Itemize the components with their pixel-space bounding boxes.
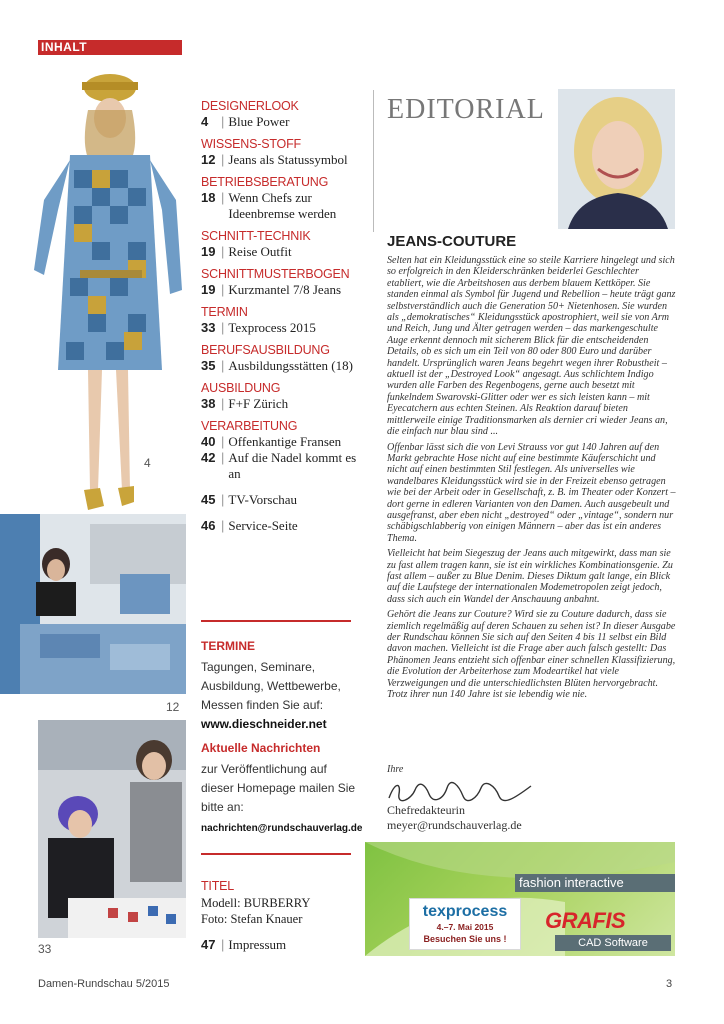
separator: |	[221, 320, 225, 335]
toc-section-heading: VERARBEITUNG	[201, 419, 298, 433]
toc-entry-title: Offenkantige Fransen	[228, 434, 342, 449]
toc-section-heading: WISSENS-STOFF	[201, 137, 301, 151]
section-header-inhalt: INHALT	[38, 40, 182, 55]
termine-block	[201, 638, 361, 837]
toc-entry[interactable]	[201, 434, 361, 450]
toc-page-number: 4	[201, 114, 209, 129]
news-text-line: dieser Homepage mailen Sie	[201, 781, 356, 795]
toc-section	[201, 98, 361, 130]
news-email-link[interactable]: nachrichten@rundschauverlag.de	[201, 823, 363, 834]
toc-page-number: 42	[201, 450, 216, 465]
divider	[373, 90, 374, 232]
grafis-logo: GRAFIS	[545, 908, 626, 933]
toc-section-heading: SCHNITTMUSTERBOGEN	[201, 267, 350, 281]
editorial-body	[387, 255, 677, 704]
toc-entry[interactable]	[201, 282, 361, 298]
toc-entry[interactable]	[201, 320, 361, 336]
separator: |	[221, 518, 225, 533]
termine-text-line: Messen finden Sie auf:	[201, 698, 324, 712]
toc-entry-title: Impressum	[228, 937, 287, 952]
cover-model-photo	[30, 70, 186, 550]
toc-section-heading: SCHNITT-TECHNIK	[201, 229, 311, 243]
toc-section	[201, 136, 361, 168]
toc-entry-title: Auf die Nadel kommt es an	[228, 450, 357, 481]
toc-section-heading: AUSBILDUNG	[201, 381, 281, 395]
toc-entry[interactable]	[201, 244, 361, 260]
toc-section	[201, 380, 361, 412]
toc-entry[interactable]	[201, 358, 361, 374]
editorial-paragraph: Offenbar lässt sich die von Levi Strauss vor gut 140 Jahren auf den Markt gebrachte Hose nicht auf eine bestimmte Käuferschicht und nicht auf einen bestimmten Stil festlegen. Als universelles wie wandelbares Kleidungsstück wird sie in der Freizeit ebenso getragen wie bei der Arbeit oder in Gesellschaft, z. B. im Theater oder Konzert – dort gerne in edleren Varianten von den Damen. Auch ausgebeult und ausgefranst, aber eben nicht „destroyed“ oder „vintage“, sondern nur schäbigschlabberig von einigen Männern – aber das ist ein anderes Thema.	[387, 441, 676, 544]
ad-brand: texprocess	[422, 903, 508, 920]
titel-model: Modell: BURBERRY	[201, 896, 311, 910]
editor-portrait	[558, 89, 675, 229]
editorial-paragraph: Selten hat ein Kleidungsstück eine so steile Karriere hingelegt und sich so erfolgreich in den Kleiderschränken beiderlei Geschlechter etabliert, wie die Arbeitshosen aus derbem blauem Kettköper. Sie standen einmal als Symbol für Jugend und Rebellion – heute trägt ganz selbstverständlich auch die Generation 50+ Nietenhosen. Sie wurden als „demokratisches“ Kleidungsstück apostrophiert, weil sie von Arm und Reich, Jung und Älter getragen werden – das markengeschulte Auge erkennt dennoch mit sicherem Blick für die entscheidenden Details, ob es sich um ein Teil von 80 oder 800 Euro und darüber handelt. Ursprünglich waren Jeans begehrt wegen ihrer Robustheit – aktuell ist der „Destroyed Look“ angesagt. Aus schlichtem Indigo wurden alle Farben des Regenbogens, gerne auch besetzt mit funkelndem Swarovski-Glitter oder wer es sich leisten kann – mit Eyecatchern aus echten Steinen. Als Reaktion darauf bieten mittlerweile einige Traditionsmarken als dernier cri wieder Jeans an, die einfach nur blau sind ...	[387, 255, 676, 438]
titel-block	[201, 878, 361, 953]
divider	[201, 853, 351, 855]
toc-entry-title: TV-Vorschau	[228, 492, 297, 507]
toc-page-number: 38	[201, 396, 216, 411]
toc-entry[interactable]	[201, 190, 361, 222]
termine-text-line: Ausbildung, Wettbewerbe,	[201, 679, 341, 693]
toc-entry-title: Kurzmantel 7/8 Jeans	[228, 282, 342, 297]
signoff: Ihre	[387, 764, 404, 775]
toc-page-number: 18	[201, 190, 216, 205]
toc-section	[201, 228, 361, 260]
toc-section-heading: BERUFSAUSBILDUNG	[201, 343, 330, 357]
separator: |	[221, 937, 225, 952]
photo-page-number: 4	[144, 456, 151, 470]
toc-section-heading: BETRIEBSBERATUNG	[201, 175, 329, 189]
news-text-line: bitte an:	[201, 800, 244, 814]
toc-section-heading: TERMIN	[201, 305, 248, 319]
toc-entry[interactable]	[201, 492, 361, 508]
editorial-title: EDITORIAL	[387, 94, 545, 125]
toc-entry-title: Blue Power	[228, 114, 290, 129]
divider	[201, 620, 351, 622]
toc-page-number: 46	[201, 518, 216, 533]
toc-page-number: 12	[201, 152, 216, 167]
toc-section	[201, 304, 361, 336]
toc-entry[interactable]	[201, 396, 361, 412]
toc-section	[201, 418, 361, 482]
toc-page-number: 33	[201, 320, 216, 335]
ad-date: 4.–7. Mai 2015	[436, 922, 494, 932]
editorial-paragraph: Vielleicht hat beim Siegeszug der Jeans auch mitgewirkt, dass man sie zu fast allem tragen kann, sie ist ein wirkliches Kombinationsgenie. Zu fast allem – außer zu Blue Denim. Dieses Diktum galt lange, ein Blick auf die Laufstege der internationalen Modemetropolen zeigt jedoch, dass sich auch ein Wandel der Anschauung anbahnt.	[387, 548, 673, 605]
table-of-contents	[201, 98, 361, 534]
toc-entry-title: Service-Seite	[228, 518, 298, 533]
editorial-paragraph: Gehört die Jeans zur Couture? Wird sie zu Couture dadurch, dass sie ziemlich regelmäßig auf deren Schauen zu sehen ist? In dieser Ausgabe der Rundschau können Sie sich auf den Seiten 4 bis 11 selbst ein Bild davon machen. Vielleicht ist die Frage aber auch falsch gestellt: Das Phänomen Jeans entzieht sich offenbar einer schnellen Klassifizierung, die Evolution der Arbeiterhose zum Modeartikel hat viele Verzweigungen und die unterschiedlichsten Blüten hervorgebracht. Trotz ihrer nun 140 Jahre ist sie lebendig wie nie.	[387, 609, 676, 701]
news-heading: Aktuelle Nachrichten	[201, 741, 321, 755]
editor-email[interactable]: meyer@rundschauverlag.de	[387, 818, 522, 832]
workshop-photo	[0, 514, 186, 694]
separator: |	[221, 434, 225, 449]
toc-page-number: 19	[201, 244, 216, 259]
toc-entry-title: F+F Zürich	[228, 396, 289, 411]
ad-texprocess-card	[409, 898, 521, 950]
photo-page-number: 33	[38, 942, 52, 956]
toc-entry[interactable]	[201, 152, 361, 168]
toc-entry[interactable]	[201, 937, 361, 953]
website-link[interactable]: www.dieschneider.net	[201, 717, 327, 731]
toc-page-number: 47	[201, 937, 216, 952]
toc-entry[interactable]	[201, 114, 361, 130]
toc-page-number: 35	[201, 358, 216, 373]
toc-entry-title: Wenn Chefs zur Ideenbremse werden	[228, 190, 337, 221]
separator: |	[221, 114, 225, 129]
toc-section-heading: DESIGNERLOOK	[201, 99, 299, 113]
separator: |	[221, 152, 225, 167]
toc-entry-title: Texprocess 2015	[228, 320, 316, 335]
termine-heading: TERMINE	[201, 639, 255, 653]
toc-entry-title: Ausbildungsstätten (18)	[228, 358, 353, 373]
separator: |	[221, 244, 225, 259]
separator: |	[221, 190, 225, 205]
toc-entry[interactable]	[201, 518, 361, 534]
toc-page-number: 19	[201, 282, 216, 297]
news-text-line: zur Veröffentlichung auf	[201, 762, 327, 776]
termine-text-line: Tagungen, Seminare,	[201, 660, 316, 674]
titel-heading: TITEL	[201, 879, 235, 893]
separator: |	[221, 396, 225, 411]
editor-role: Chefredakteurin	[387, 803, 465, 817]
ad-tagline: CAD Software	[555, 935, 671, 951]
separator: |	[221, 358, 225, 373]
separator: |	[221, 450, 225, 465]
ad-visit-text: Besuchen Sie uns !	[423, 934, 507, 944]
toc-entry-title: Jeans als Statussymbol	[228, 152, 348, 167]
toc-section	[201, 266, 361, 298]
toc-entry-title: Reise Outfit	[228, 244, 292, 259]
page-number: 3	[666, 978, 673, 990]
toc-section	[201, 342, 361, 374]
ad-band-label: fashion interactive	[515, 874, 675, 892]
separator: |	[221, 282, 225, 297]
publication-footer: Damen-Rundschau 5/2015	[38, 978, 170, 990]
students-photo	[38, 720, 186, 938]
photo-page-number: 12	[166, 700, 180, 714]
texprocess-advertisement[interactable]	[365, 842, 675, 956]
signature-graphic	[385, 780, 535, 804]
toc-page-number: 45	[201, 492, 216, 507]
toc-section	[201, 174, 361, 222]
toc-entry[interactable]	[201, 450, 361, 482]
editor-signature-block	[387, 803, 522, 833]
separator: |	[221, 492, 225, 507]
toc-page-number: 40	[201, 434, 216, 449]
titel-photo-credit: Foto: Stefan Knauer	[201, 912, 303, 926]
editorial-heading: JEANS-COUTURE	[387, 233, 517, 250]
